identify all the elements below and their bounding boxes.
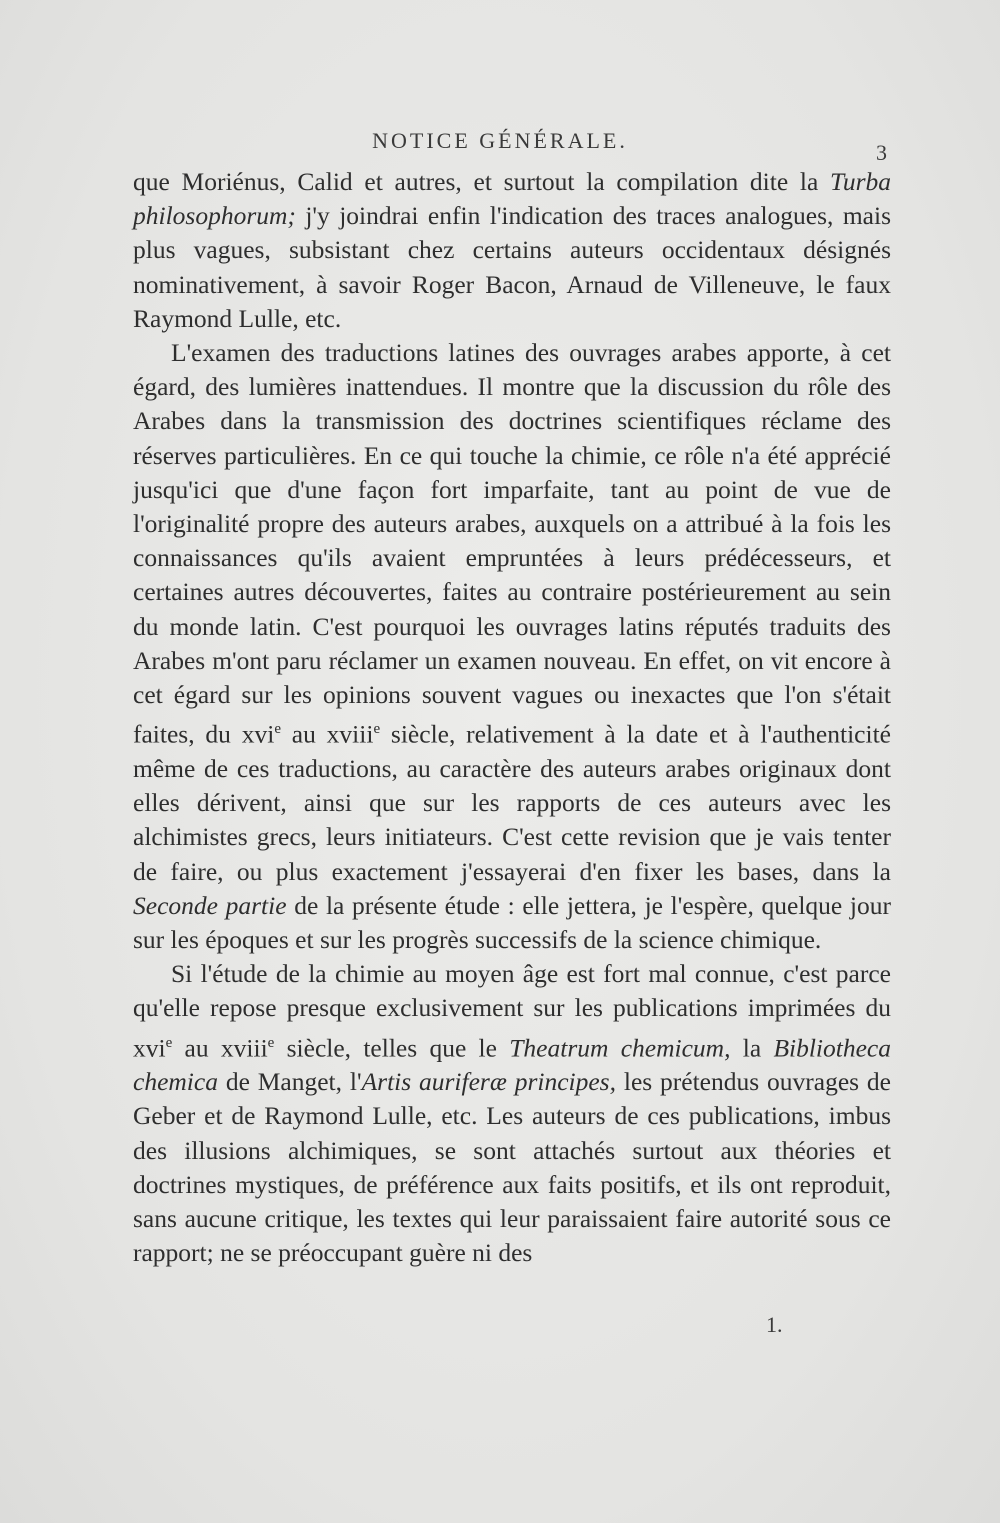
superscript: e: [165, 1034, 173, 1051]
text-run: xviii: [220, 1033, 268, 1063]
text-run: L'examen des traductions latines des ouvrages arabes apporte, à cet égard, des lumières inattendues. Il montre que la discussion du rôle des Arabes dans la transmission des doctrines scientifiques réclame des réserves particulières. En ce qui touche la chimie, ce rôle n'a été apprécié jusqu'ici que d'une façon fort imparfaite, tant au point de vue de l'originalité propre des auteurs arabes, auxquels on a attribué à la fois les connaissances qu'ils avaient empruntées à leurs prédécesseurs, et certaines autres découvertes, faites au contraire postérieurement au sein du monde latin. C'est pourquoi les ouvrages latins réputés traduits des Arabes m'ont paru réclamer un examen nouveau. En effet, on vit encore à cet égard sur les opinions souvent vagues ou inexactes que l'on s'était faites, du: [133, 338, 891, 749]
paragraph: [133, 957, 891, 1270]
running-head: NOTICE GÉNÉRALE.: [372, 128, 628, 153]
paragraph: [133, 165, 891, 336]
signature-mark: 1.: [766, 1312, 783, 1337]
page-number: 3: [876, 140, 887, 165]
text-run: xvi: [133, 1033, 166, 1063]
superscript: e: [274, 721, 281, 738]
text-run: de Manget, l': [217, 1067, 362, 1097]
italic-text: Artis auriferæ principes,: [361, 1067, 616, 1097]
paragraph: [133, 336, 891, 957]
text-run: Si l'étude de la chimie au moyen âge est fort mal connue, c'est parce qu'elle repose presque exclusivement sur les publications imprimées du: [133, 959, 891, 1023]
superscript: e: [373, 721, 381, 738]
text-run: siècle, telles que le: [274, 1033, 510, 1063]
text-run: xvi: [241, 719, 275, 749]
text-run: de la présente étude : elle jettera, je l'espère, quelque jour sur les époques et sur les progrès successifs de la science chimique.: [133, 890, 891, 954]
text-run: les prétendus ouvrages de Geber et de Raymond Lulle, etc. Les auteurs de ces publications, imbus des illusions alchimiques, se sont attachés surtout aux théories et doctrines mystiques, de préférence aux faits positifs, et ils ont reproduit, sans aucune critique, les textes qui leur paraissaient faire autorité sous ce rapport; ne se préoccupant guère ni des: [133, 1067, 891, 1268]
italic-text: Turba philosophorum;: [133, 167, 891, 231]
italic-text: Seconde partie: [133, 890, 287, 920]
text-run: xviii: [326, 719, 374, 749]
text-run: j'y joindrai enfin l'indication des traces analogues, mais plus vagues, subsistant chez certains auteurs occidentaux désignés nominativement, à savoir Roger Bacon, Arnaud de Villeneuve, le faux Raymond Lulle, etc.: [133, 201, 891, 333]
text-run: au: [280, 719, 327, 749]
text-run: au: [172, 1033, 221, 1063]
text-run: la: [730, 1033, 774, 1063]
italic-text: Theatrum chemicum,: [509, 1033, 731, 1063]
superscript: e: [267, 1034, 275, 1051]
text-run: siècle, relativement à la date et à l'authenticité même de ces traductions, au caractère des auteurs arabes originaux dont elles dérivent, ainsi que sur les rapports de ces auteurs avec les alchimistes grecs, leurs initiateurs. C'est cette revision que je vais tenter de faire, ou plus exactement j'essayerai d'en fixer les bases, dans la: [133, 719, 891, 886]
italic-text: Bibliotheca chemica: [133, 1033, 891, 1097]
body-text: [133, 165, 891, 1271]
text-run: que Moriénus, Calid et autres, et surtout la compilation dite la: [133, 167, 831, 196]
